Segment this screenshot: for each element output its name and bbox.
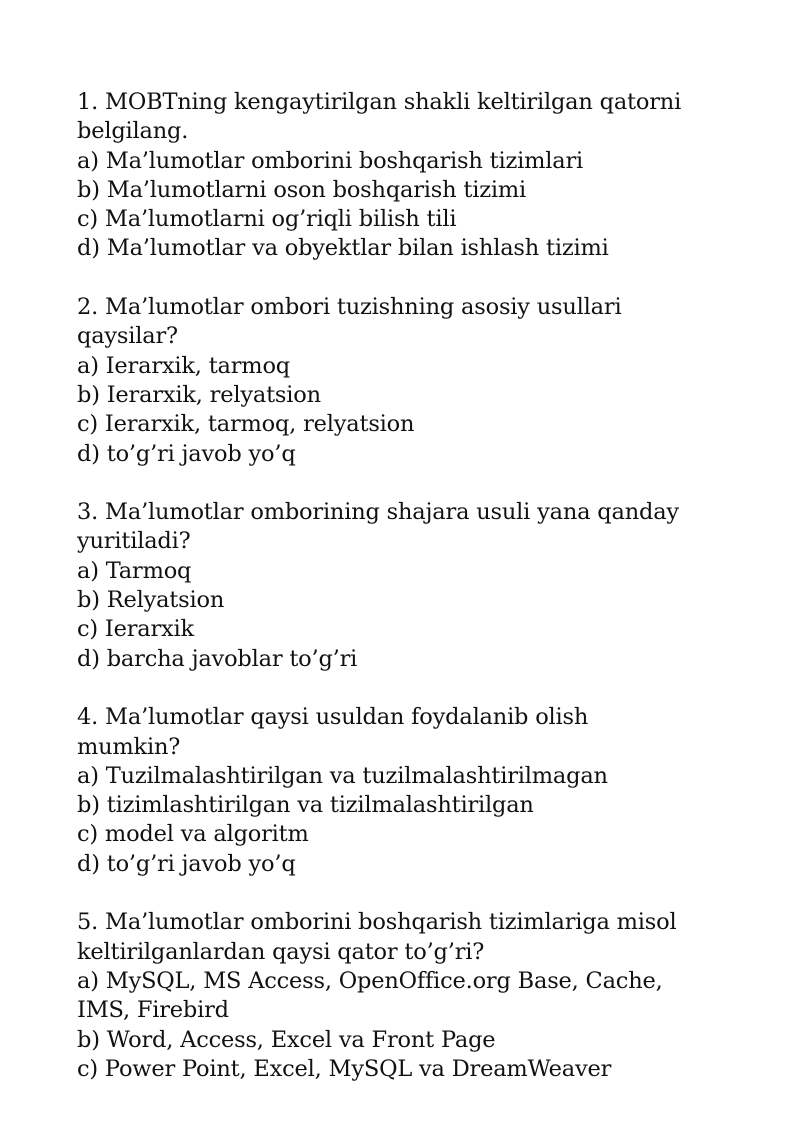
option-b: b) Ma’lumotlarni oson boshqarish tizimi	[77, 176, 527, 203]
option-c: c) Power Point, Excel, MySQL va DreamWeaver	[77, 1055, 612, 1082]
option-b: b) tizimlashtirilgan va tizilmalashtirilgan	[77, 792, 534, 819]
question-text: 1. MOBTning kengaytirilgan shakli keltirilgan qatorni belgilang.	[77, 89, 682, 145]
question-3	[77, 498, 697, 674]
option-c: c) model va algoritm	[77, 821, 309, 848]
option-d: d) to’g’ri javob yo’q	[77, 850, 296, 877]
option-b: b) Ierarxik, relyatsion	[77, 381, 321, 408]
question-text: 2. Ma’lumotlar ombori tuzishning asosiy usullari qaysilar?	[77, 294, 622, 350]
option-d: d) barcha javoblar to’g’ri	[77, 645, 358, 672]
option-c: c) Ierarxik, tarmoq, relyatsion	[77, 411, 415, 438]
question-2	[77, 293, 697, 469]
question-text: 3. Ma’lumotlar omborining shajara usuli yana qanday yuritiladi?	[77, 499, 679, 555]
question-text: 4. Ma’lumotlar qaysi usuldan foydalanib olish mumkin?	[77, 704, 589, 760]
option-a: a) Ma’lumotlar omborini boshqarish tizimlari	[77, 147, 584, 174]
question-text: 5. Ma’lumotlar omborini boshqarish tizimlariga misol keltirilganlardan qaysi qator to’g’ri?	[77, 909, 677, 965]
option-b: b) Relyatsion	[77, 587, 225, 614]
question-1	[77, 88, 697, 264]
option-d: d) Ma’lumotlar va obyektlar bilan ishlash tizimi	[77, 235, 609, 262]
question-5	[77, 908, 697, 1084]
option-a: a) Tuzilmalashtirilgan va tuzilmalashtirilmagan	[77, 762, 608, 789]
option-a: a) MySQL, MS Access, OpenOffice.org Base, Cache, IMS, Firebird	[77, 967, 663, 1024]
option-c: c) Ierarxik	[77, 616, 194, 643]
option-a: a) Tarmoq	[77, 557, 192, 584]
option-d: d) to’g’ri javob yo’q	[77, 440, 296, 467]
question-4	[77, 703, 697, 879]
document-body	[77, 88, 697, 1113]
option-c: c) Ma’lumotlarni og’riqli bilish tili	[77, 206, 457, 233]
option-b: b) Word, Access, Excel va Front Page	[77, 1026, 496, 1053]
option-a: a) Ierarxik, tarmoq	[77, 352, 290, 379]
